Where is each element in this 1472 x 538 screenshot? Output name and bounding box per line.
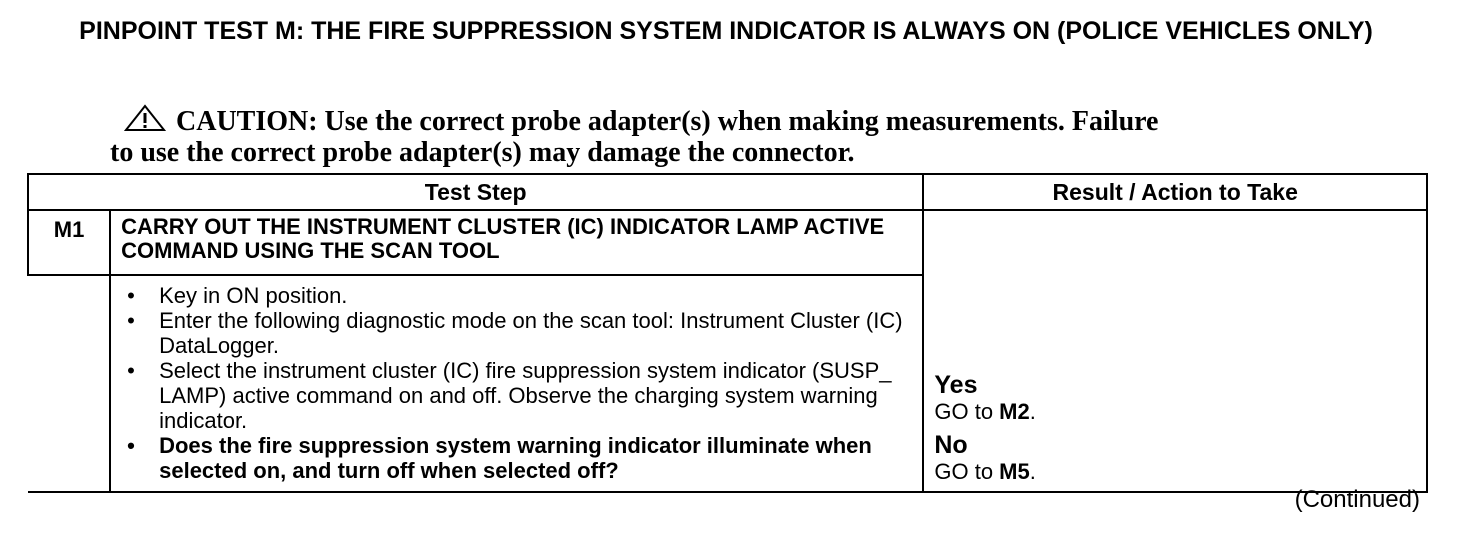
table-header-row xyxy=(28,174,1427,210)
test-step-table xyxy=(27,173,1428,493)
instruction-item: • Key in ON position. xyxy=(121,283,912,308)
caution-text-2: to use the correct probe adapter(s) may damage the connector. xyxy=(110,137,855,168)
result-no-target: M5 xyxy=(999,459,1030,484)
result-yes-target: M2 xyxy=(999,399,1030,424)
result-no-suffix: . xyxy=(1029,459,1036,484)
instruction-list xyxy=(121,283,912,483)
instruction-question: • Does the fire suppression system warning indicator illuminate when selected on, and turn off when selected off? xyxy=(121,433,912,483)
result-yes-suffix: . xyxy=(1029,399,1036,424)
instructions-spacer-cell xyxy=(28,275,110,492)
instructions-cell xyxy=(110,275,923,492)
step-title: CARRY OUT THE INSTRUMENT CLUSTER (IC) INDICATOR LAMP ACTIVE COMMAND USING THE SCAN TOOL xyxy=(110,210,923,275)
caution-notice xyxy=(110,104,1350,168)
result-yes-prefix: GO to xyxy=(934,399,1000,424)
instruction-item: • Select the instrument cluster (IC) fire suppression system indicator (SUSP_ LAMP) active command on and off. Observe the charging system warning indicator. xyxy=(121,358,912,433)
result-no-label: No xyxy=(934,431,968,459)
step-title-row xyxy=(28,210,1427,275)
page-title: PINPOINT TEST M: THE FIRE SUPPRESSION SYSTEM INDICATOR IS ALWAYS ON (POLICE VEHICLES ONLY) xyxy=(79,17,1373,45)
continued-label: (Continued) xyxy=(1294,486,1420,513)
header-result-action: Result / Action to Take xyxy=(923,174,1427,210)
warning-triangle-icon xyxy=(124,104,166,132)
result-cell xyxy=(923,210,1427,492)
result-no-action xyxy=(934,459,1416,484)
caution-line-1 xyxy=(110,104,1350,137)
caution-text-1: CAUTION: Use the correct probe adapter(s) when making measurements. Failure xyxy=(176,106,1159,137)
result-yes-label: Yes xyxy=(934,371,978,399)
header-test-step: Test Step xyxy=(28,174,923,210)
result-yes-action xyxy=(934,399,1416,424)
step-id: M1 xyxy=(28,210,110,275)
result-no-prefix: GO to xyxy=(934,459,1000,484)
instruction-item: • Enter the following diagnostic mode on the scan tool: Instrument Cluster (IC) DataLogger. xyxy=(121,308,912,358)
